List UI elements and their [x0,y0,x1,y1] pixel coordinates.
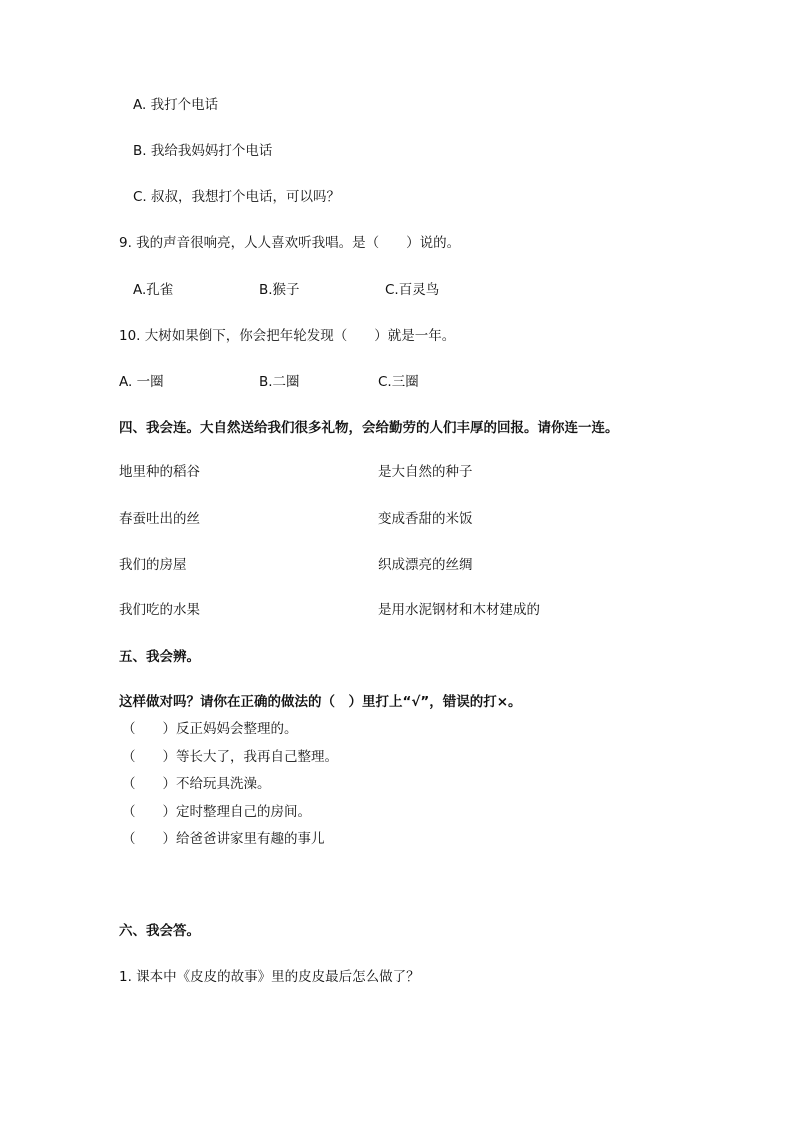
q9-option-b: B.猴子 [259,282,300,298]
q8-option-a: A. 我打个电话 [133,97,219,113]
match-right-item: 织成漂亮的丝绸 [378,557,473,573]
q8-option-b: B. 我给我妈妈打个电话 [133,143,273,159]
section6-question-1: 1. 课本中《皮皮的故事》里的皮皮最后怎么做了？ [119,969,420,985]
judge-item: （ ）反正妈妈会整理的。 [122,721,298,737]
judge-item: （ ）等长大了，我再自己整理。 [122,749,338,765]
q10-stem: 10. 大树如果倒下，你会把年轮发现（ ）就是一年。 [119,328,456,344]
match-right-item: 变成香甜的米饭 [378,511,473,527]
match-left-item: 春蚕吐出的丝 [119,511,200,527]
match-left-item: 我们的房屋 [119,557,187,573]
match-right-item: 是用水泥钢材和木材建成的 [378,602,540,618]
section5-instruction: 这样做对吗？请你在正确的做法的（ ）里打上“√”，错误的打×。 [119,694,522,710]
q9-option-a: A.孔雀 [133,282,174,298]
q10-option-a: A. 一圈 [119,374,164,390]
q9-option-c: C.百灵鸟 [385,282,440,298]
judge-item: （ ）给爸爸讲家里有趣的事儿 [122,831,325,847]
q8-option-c: C. 叔叔，我想打个电话，可以吗？ [133,189,341,205]
q10-option-c: C.三圈 [378,374,419,390]
section6-title: 六、我会答。 [119,923,200,939]
q9-stem: 9. 我的声音很响亮，人人喜欢听我唱。是（ ）说的。 [119,235,461,251]
judge-item: （ ）不给玩具洗澡。 [122,776,271,792]
section4-title: 四、我会连。大自然送给我们很多礼物，会给勤劳的人们丰厚的回报。请你连一连。 [119,420,619,436]
judge-item: （ ）定时整理自己的房间。 [122,804,311,820]
match-right-item: 是大自然的种子 [378,464,473,480]
match-left-item: 我们吃的水果 [119,602,200,618]
section5-title: 五、我会辨。 [119,649,200,665]
match-left-item: 地里种的稻谷 [119,464,200,480]
q10-option-b: B.二圈 [259,374,300,390]
